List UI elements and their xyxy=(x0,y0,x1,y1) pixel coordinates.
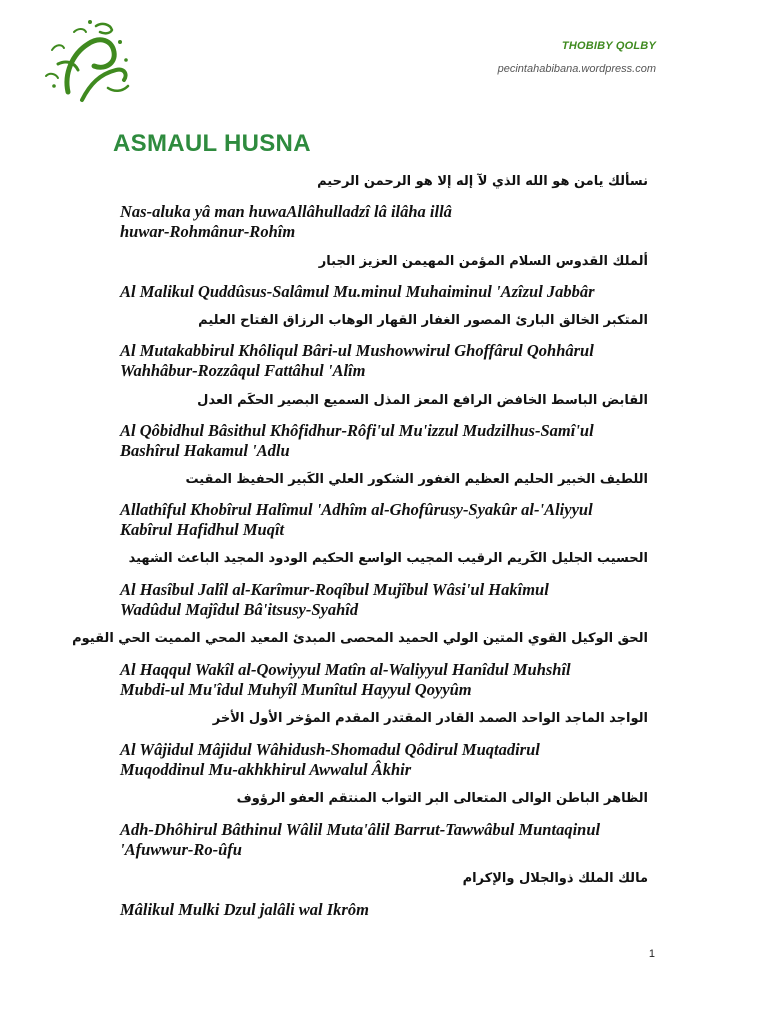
muhammad-calligraphy-icon xyxy=(38,14,138,110)
verse-arabic: ألملك القدوس السلام المؤمن المهيمن العزيز الجبار xyxy=(318,254,648,269)
verse-latin: Al Malikul Quddûsus-Salâmul Mu.minul Muhaiminul 'Azîzul Jabbâr xyxy=(120,282,595,301)
verse-arabic: الحسيب الجليل الكَريم الرقيب المجيب الواسع الحكيم الودود المجيد الباعث الشهيد xyxy=(128,551,648,566)
document-title: ASMAUL HUSNA xyxy=(113,130,311,157)
verse-arabic: الحق الوكيل القوي المتين الولي الحميد المحصى المبدئ المعيد المحي المميت الحي القيوم xyxy=(72,631,648,646)
verse-latin: Adh-Dhôhirul Bâthinul Wâlil Muta'âlil Barrut-Tawwâbul Muntaqinul 'Afuwwur-Ro-ûfu xyxy=(120,820,601,859)
logo xyxy=(38,14,138,110)
page-number: 1 xyxy=(648,948,655,960)
verse-arabic: نسألك يامن هو الله الذي لآ إله إلا هو الرحمن الرحيم xyxy=(317,174,648,189)
verse-arabic: الواجد الماجد الواحد الصمد القادر المقتدر المقدم المؤخر الأول الأخر xyxy=(212,711,648,726)
verse-latin: Al Hasîbul Jalîl al-Karîmur-Roqîbul Mujîbul Wâsi'ul Hakîmul Wadûdul Majîdul Bâ'itsusy-Syahîd xyxy=(120,580,549,619)
verse-arabic: القابض الباسط الخافض الرافع المعز المذل السميع البصير الحكَم العدل xyxy=(197,393,648,408)
verse-latin: Allathîful Khobîrul Halîmul 'Adhîm al-Ghofûrusy-Syakûr al-'Aliyyul Kabîrul Hafidhul Muqît xyxy=(120,500,593,539)
verse-arabic: الظاهر الباطن الوالى المتعالى البر التواب المنتقم العفو الرؤوف xyxy=(236,791,648,806)
verse-latin: Al Haqqul Wakîl al-Qowiyyul Matîn al-Waliyyul Hanîdul Muhshîl Mubdi-ul Mu'îdul Muhyîl Munîtul Hayyul Qoyyûm xyxy=(120,660,571,699)
verse-latin: Al Wâjidul Mâjidul Wâhidush-Shomadul Qôdirul Muqtadirul Muqoddinul Mu-akhkhirul Awwalul Âkhir xyxy=(120,740,540,779)
verse-latin: Al Qôbidhul Bâsithul Khôfidhur-Rôfi'ul Mu'izzul Mudzilhus-Samî'ul Bashîrul Hakamul 'Adlu xyxy=(120,421,594,460)
verse-latin: Mâlikul Mulki Dzul jalâli wal Ikrôm xyxy=(120,900,369,919)
verse-latin: Nas-aluka yâ man huwaAllâhulladzî lâ ilâha illâ huwar-Rohmânur-Rohîm xyxy=(120,202,452,241)
verse-arabic: اللطيف الخبير الحليم العظيم الغفور الشكور العلي الكَبير الحفيظ المقيت xyxy=(185,472,648,487)
verse-arabic: مالك الملك ذوالجلال والإكرام xyxy=(462,871,648,886)
header-url: pecintahabibana.wordpress.com xyxy=(497,63,656,75)
verse-latin: Al Mutakabbirul Khôliqul Bâri-ul Mushowwirul Ghoffârul Qohhârul Wahhâbur-Rozzâqul Fattâhul 'Alîm xyxy=(120,341,594,380)
header-title: THOBIBY QOLBY xyxy=(561,40,656,52)
verse-arabic: المتكبر الخالق البارئ المصور الغفار القهار الوهاب الرزاق الفتاح العليم xyxy=(198,313,648,328)
